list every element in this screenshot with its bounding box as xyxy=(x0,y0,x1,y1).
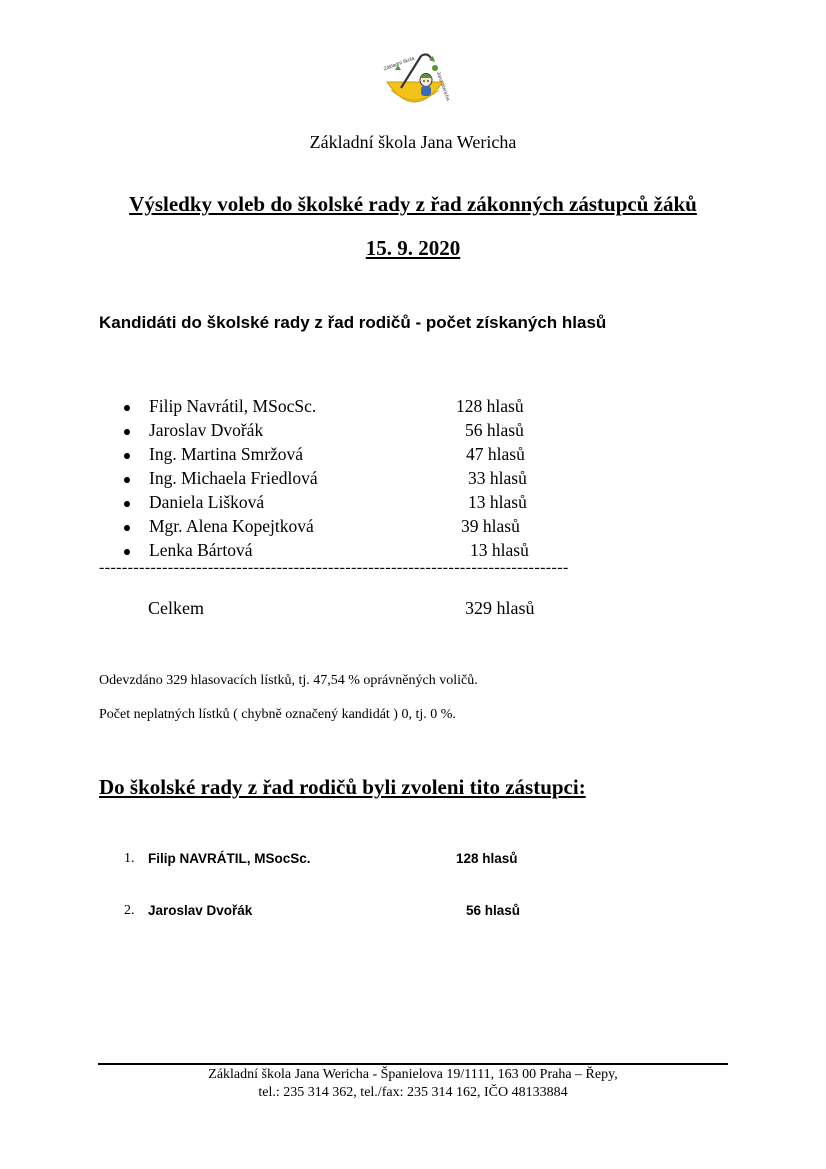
candidate-name: Daniela Lišková xyxy=(149,492,265,512)
bullet-icon xyxy=(124,525,130,531)
elected-heading: Do školské rady z řad rodičů byli zvoleni tito zástupci: xyxy=(99,775,586,799)
candidate-name: Mgr. Alena Kopejtková xyxy=(149,516,314,536)
candidate-votes: 13 hlasů xyxy=(470,540,529,560)
bullet-icon xyxy=(124,405,130,411)
candidate-name: Ing. Michaela Friedlová xyxy=(149,468,318,488)
candidate-name: Ing. Martina Smržová xyxy=(149,444,304,464)
candidate-name: Lenka Bártová xyxy=(149,540,253,560)
total-votes: 329 hlasů xyxy=(465,598,535,618)
footer-contact: tel.: 235 314 362, tel./fax: 235 314 162, IČO 48133884 xyxy=(258,1085,568,1100)
invalid-ballots-note: Počet neplatných lístků ( chybně označený kandidát ) 0, tj. 0 %. xyxy=(99,707,456,722)
candidate-votes: 33 hlasů xyxy=(468,468,527,488)
footer-rule xyxy=(98,1063,728,1065)
candidate-votes: 47 hlasů xyxy=(466,444,525,464)
bullet-icon xyxy=(124,477,130,483)
candidate-name: Filip Navrátil, MSocSc. xyxy=(149,396,317,416)
bullet-icon xyxy=(124,549,130,555)
elected-votes: 128 hlasů xyxy=(456,851,518,866)
school-logo xyxy=(381,50,451,112)
elected-number: 2. xyxy=(124,903,135,918)
school-name: Základní škola Jana Wericha xyxy=(309,132,517,152)
bullet-icon xyxy=(124,429,130,435)
candidate-votes: 13 hlasů xyxy=(468,492,527,512)
document-date: 15. 9. 2020 xyxy=(365,236,461,260)
school-logo-image xyxy=(381,50,451,112)
dashed-divider: ---------------------------------------------------------------------------------- xyxy=(99,559,569,576)
logo-text-right: Jana Wericha xyxy=(434,70,451,102)
logo-text-left: Základní škola xyxy=(383,55,416,73)
bullet-icon xyxy=(124,501,130,507)
candidate-votes: 56 hlasů xyxy=(465,420,524,440)
bullet-icon xyxy=(124,453,130,459)
document-title: Výsledky voleb do školské rady z řad zákonných zástupců žáků xyxy=(129,192,697,216)
elected-name: Jaroslav Dvořák xyxy=(148,903,253,918)
elected-number: 1. xyxy=(124,851,135,866)
submitted-ballots-note: Odevzdáno 329 hlasovacích lístků, tj. 47,54 % oprávněných voličů. xyxy=(99,673,478,688)
total-label: Celkem xyxy=(148,598,204,618)
elected-name: Filip NAVRÁTIL, MSocSc. xyxy=(148,851,311,866)
candidates-heading: Kandidáti do školské rady z řad rodičů - počet získaných hlasů xyxy=(99,313,607,332)
candidate-votes: 39 hlasů xyxy=(461,516,520,536)
elected-votes: 56 hlasů xyxy=(466,903,521,918)
candidate-votes: 128 hlasů xyxy=(456,396,524,416)
footer-address: Základní škola Jana Wericha - Španielova 19/1111, 163 00 Praha – Řepy, xyxy=(208,1067,618,1082)
candidate-name: Jaroslav Dvořák xyxy=(149,420,264,440)
